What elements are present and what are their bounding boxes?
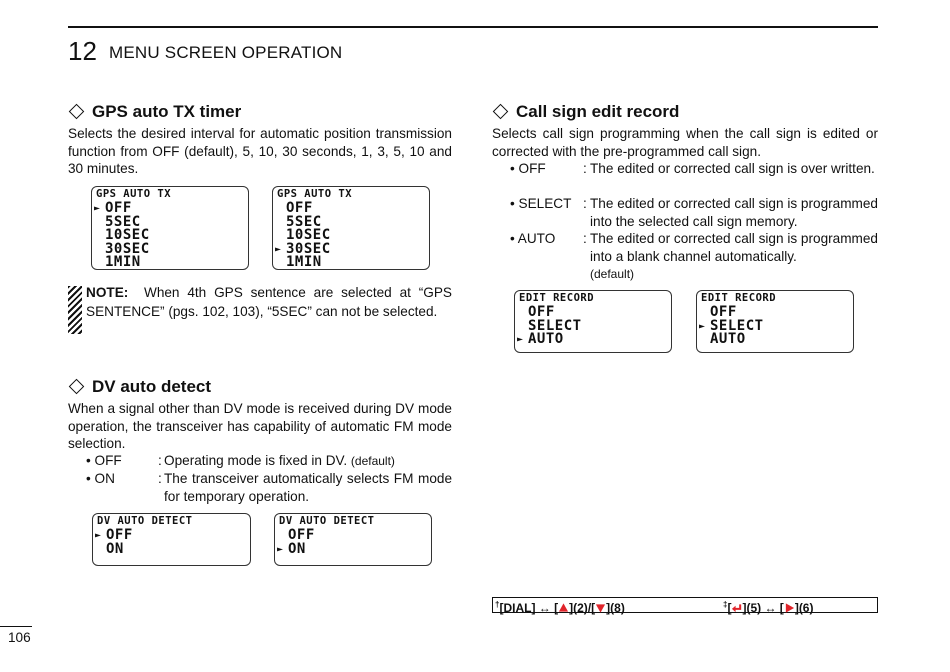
lcd-option: AUTO — [710, 331, 746, 347]
lcd-option: ► AUTO — [517, 331, 564, 347]
gps-lcd-1 — [91, 186, 249, 270]
lcd-title: GPS AUTO TX — [96, 188, 172, 200]
cursor-icon: ► — [95, 530, 102, 541]
callsign-section-heading: Call sign edit record — [492, 102, 679, 122]
lcd-option: SELECT — [528, 317, 582, 334]
dv-lcd-2 — [274, 513, 432, 566]
callsign-description: Selects call sign programming when the call sign is edited or corrected with the pre-programmed call sign. — [492, 126, 878, 159]
lcd-option: 5SEC — [286, 213, 322, 230]
header-rule — [68, 26, 878, 28]
callsign-option-select: • SELECT : The edited or corrected call sign is programmed into the selected call sign memory. — [510, 196, 878, 229]
lcd-option: 1MIN — [105, 254, 141, 270]
lcd-option: OFF — [710, 304, 737, 320]
cursor-icon: ► — [517, 334, 524, 345]
lcd-title: EDIT RECORD — [519, 292, 595, 304]
gps-description: Selects the desired interval for automatic position transmission function from OFF (default), 5, 10, 30 seconds, 1, 3, 5, 10 and 30 minutes. — [68, 126, 452, 176]
down-arrow-key-icon — [595, 602, 606, 614]
lcd-title: EDIT RECORD — [701, 292, 777, 304]
gps-lcd-2 — [272, 186, 430, 270]
lcd-title: DV AUTO DETECT — [97, 515, 193, 527]
callsign-lcd-1 — [514, 290, 672, 353]
lcd-option: 30SEC — [105, 240, 150, 257]
diamond-icon — [69, 104, 85, 120]
key-operation-bar — [492, 597, 878, 613]
chapter-title: MENU SCREEN OPERATION — [109, 43, 343, 62]
lcd-option: OFF — [528, 304, 555, 320]
lcd-option: ► ON — [277, 540, 306, 557]
lcd-option: 10SEC — [105, 227, 150, 243]
lcd-option: OFF — [288, 527, 315, 543]
dv-section-heading: DV auto detect — [68, 377, 211, 397]
cursor-icon: ► — [275, 243, 282, 255]
note-label: NOTE: — [86, 285, 129, 300]
lcd-option: ► 30SEC — [275, 240, 331, 257]
lcd-option: 5SEC — [105, 213, 141, 230]
note-icon — [68, 286, 82, 334]
lcd-option: ► SELECT — [699, 317, 764, 334]
cursor-icon: ► — [699, 320, 706, 332]
lcd-title: DV AUTO DETECT — [279, 515, 375, 527]
callsign-option-auto: • AUTO : The edited or corrected call sign is programmed into a blank channel automatically. (default) — [510, 231, 878, 281]
lcd-option: 1MIN — [286, 254, 322, 270]
right-arrow-key-icon — [784, 602, 795, 614]
lcd-option: ► OFF — [95, 527, 133, 543]
lcd-option: 10SEC — [286, 227, 331, 243]
chapter-number: 12 — [68, 36, 97, 66]
lcd-option: ► OFF — [94, 200, 132, 216]
callsign-option-off: • OFF : The edited or corrected call sign is over written. — [510, 161, 875, 176]
enter-key-icon — [731, 602, 742, 614]
lcd-title: GPS AUTO TX — [277, 188, 353, 200]
enter-key-group: ‡[ ](5) ↔ [ ](6) — [723, 600, 814, 615]
dv-description: When a signal other than DV mode is received during DV mode operation, the transceiver has capability of automatic FM mode selection. — [68, 401, 452, 451]
up-arrow-key-icon — [558, 602, 569, 614]
dial-key-group: †[DIAL] ↔ [ ](2)/[ ](8) — [495, 600, 625, 615]
diamond-icon — [493, 104, 509, 120]
lcd-option: ON — [106, 540, 124, 557]
page-number-rule — [0, 626, 32, 627]
diamond-icon — [69, 379, 85, 395]
cursor-icon: ► — [277, 543, 284, 555]
page-number: 106 — [8, 630, 31, 645]
dv-lcd-1 — [92, 513, 251, 566]
lcd-option: OFF — [286, 200, 313, 216]
note-text: NOTE: When 4th GPS sentence are selected at “GPS SENTENCE” (pgs. 102, 103), “5SEC” can not be selected. — [86, 285, 452, 319]
dv-option-on: • ON : The transceiver automatically selects FM mode for temporary operation. — [86, 471, 452, 504]
dv-option-off: • OFF : Operating mode is fixed in DV. (default) — [86, 453, 395, 468]
callsign-lcd-2 — [696, 290, 854, 353]
gps-section-heading: GPS auto TX timer — [68, 102, 241, 122]
cursor-icon: ► — [94, 203, 101, 214]
